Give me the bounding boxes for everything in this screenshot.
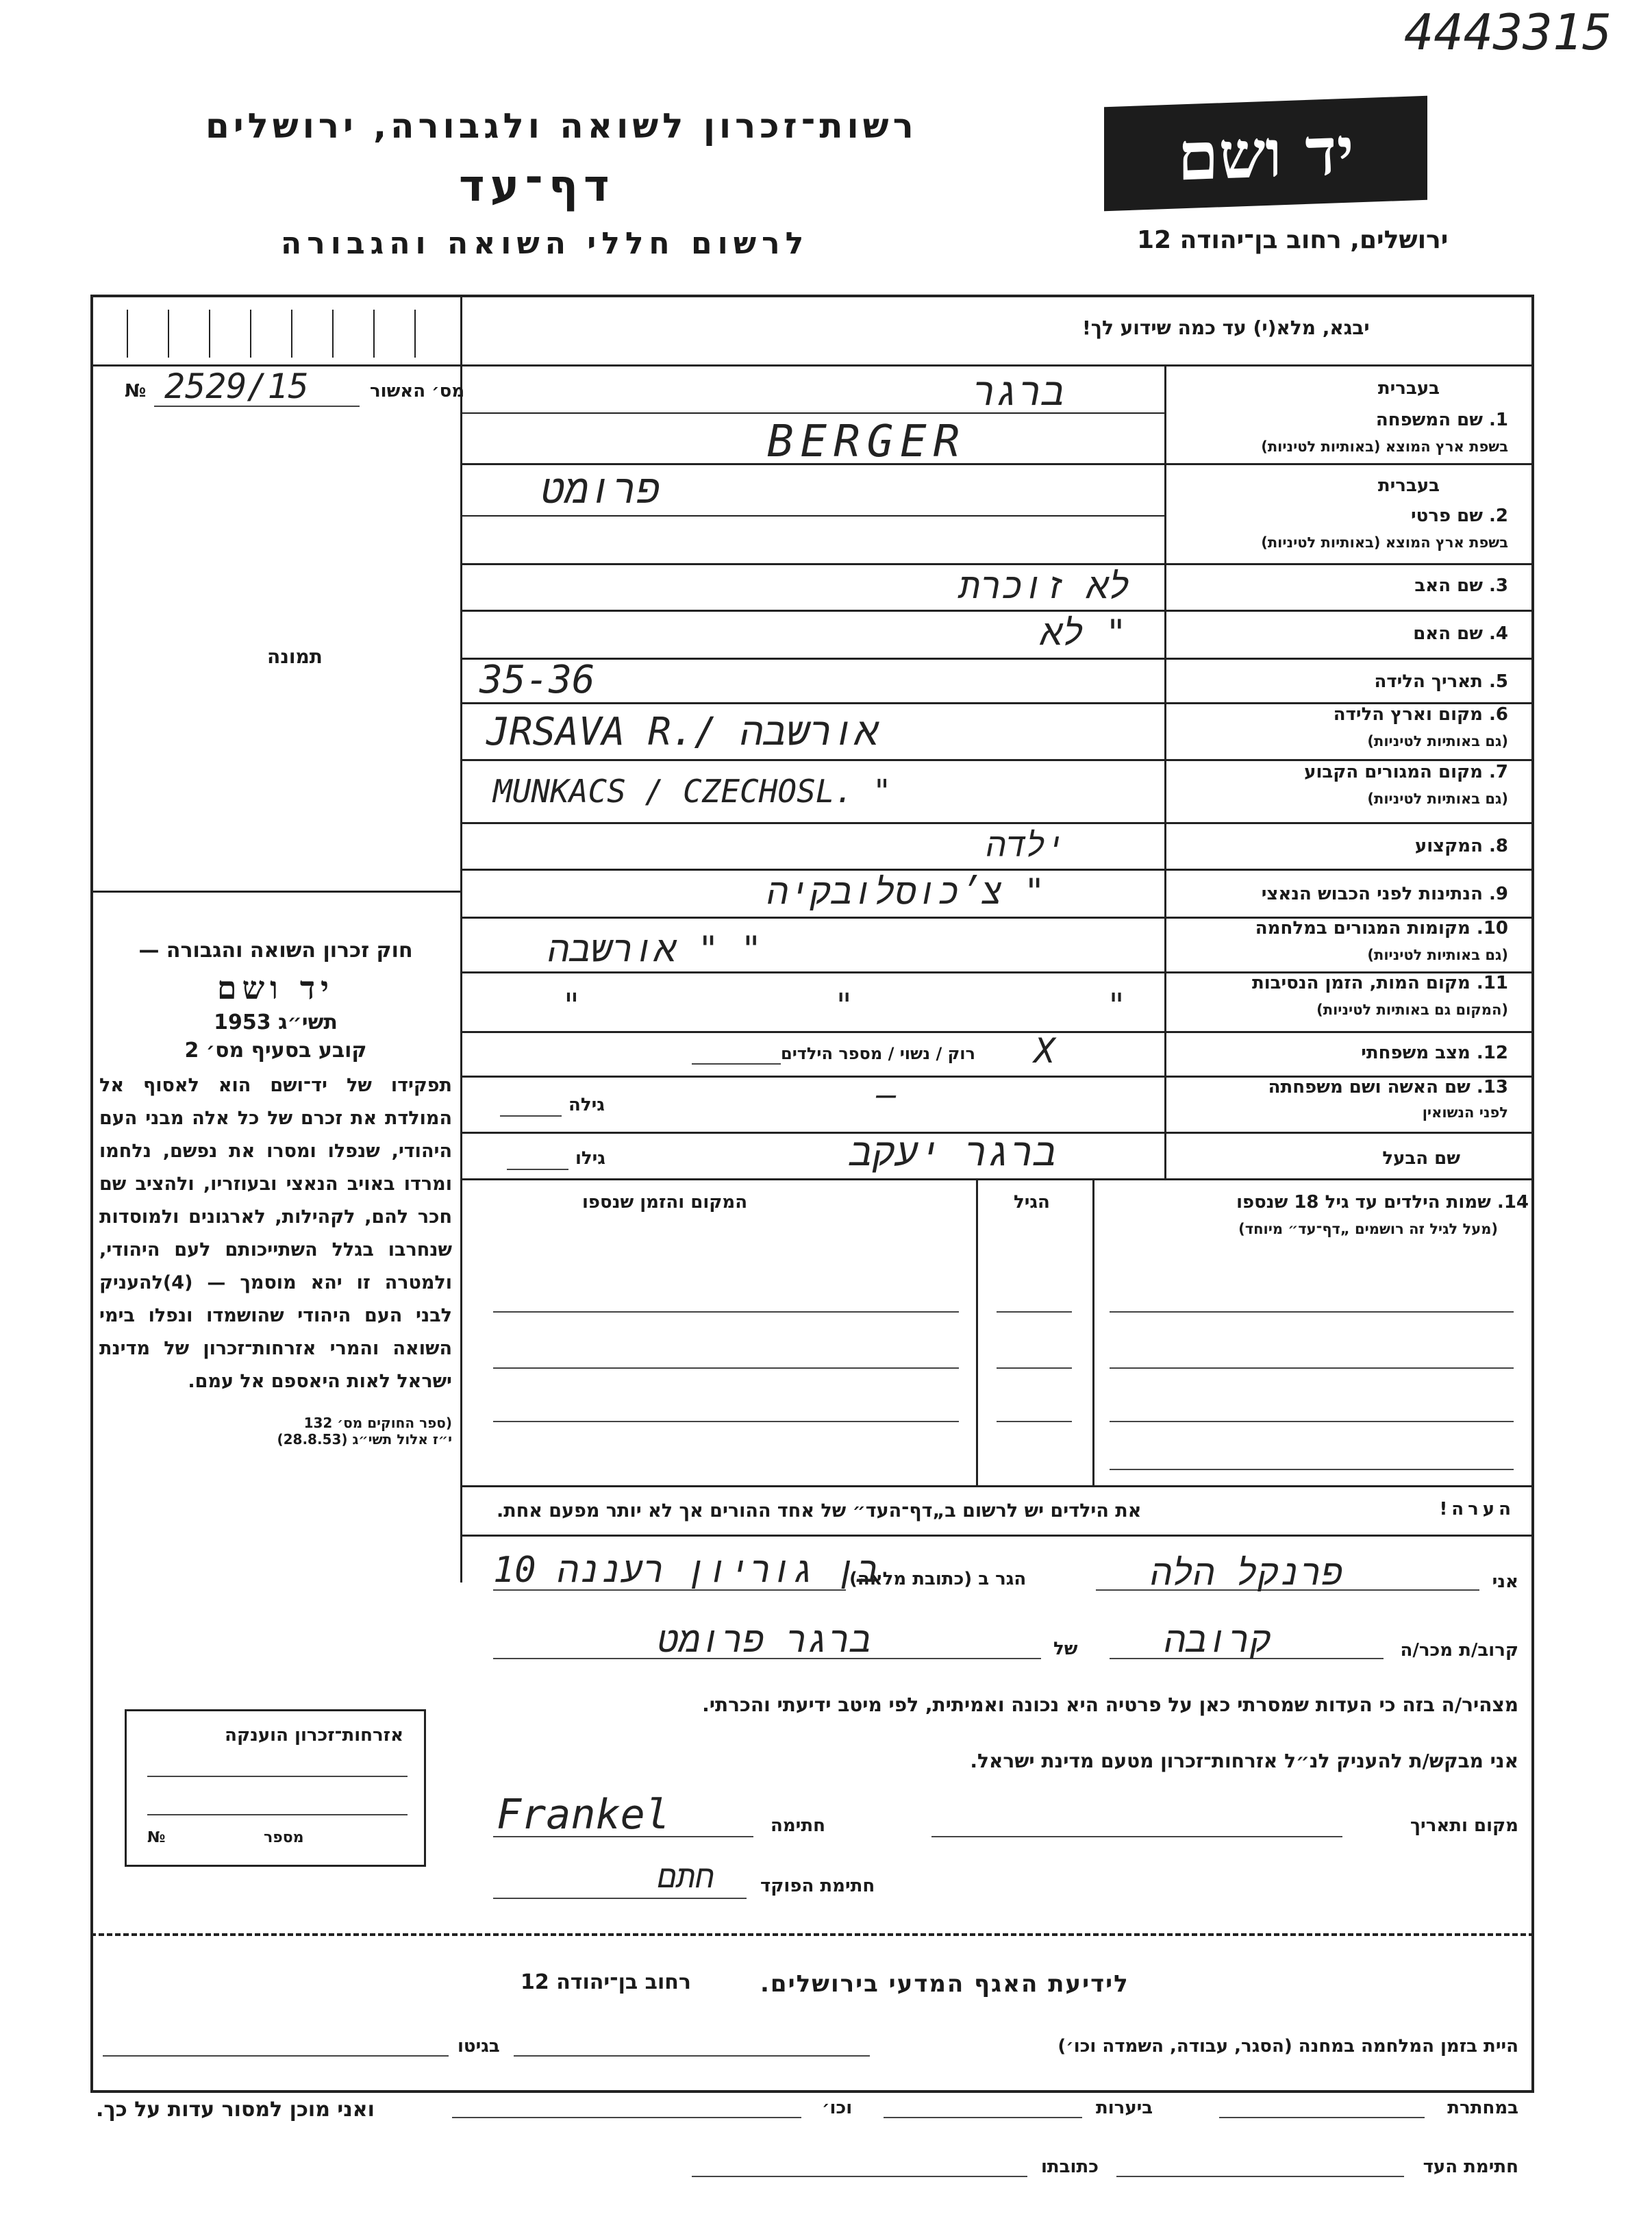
wife-name-label: 13. שם האשה ושם משפחתה bbox=[1268, 1077, 1508, 1097]
note-top-line bbox=[460, 1485, 1534, 1487]
profession-value[interactable]: ילדה bbox=[986, 826, 1066, 865]
footer-forests-label: ביערות bbox=[1096, 2098, 1153, 2118]
logo-text: יד ושם bbox=[1177, 112, 1354, 195]
law-ref-2: י״ז אלול תשי״ג (28.8.53) bbox=[277, 1431, 452, 1448]
declarant-address[interactable]: בן גוריון רעננה 10 bbox=[493, 1550, 879, 1591]
birth-place-label: 6. מקום וארץ הלידה bbox=[1333, 704, 1508, 725]
children-place-header: המקום והזמן שנספו bbox=[582, 1192, 748, 1213]
approval-line bbox=[154, 406, 360, 407]
row-line bbox=[460, 759, 1534, 761]
place-date-label: מקום ותאריך bbox=[1410, 1815, 1518, 1836]
relation-label: קרוב/ת מכר/ה bbox=[1400, 1640, 1518, 1661]
deceased-name[interactable]: ברגר פרומט bbox=[658, 1619, 872, 1661]
residence-label: 7. מקום המגורים הקבוע bbox=[1304, 762, 1508, 782]
family-name-latin[interactable]: BERGER bbox=[767, 417, 967, 467]
declarant-address-label: הגר ב (כתובת מלאה) bbox=[849, 1569, 1027, 1589]
father-name-value[interactable]: לא זוכרת bbox=[959, 566, 1130, 607]
first-name-sub: בשפת ארץ המוצא (באותיות לטיניות) bbox=[1261, 534, 1508, 551]
jerusalem-address: ירושלים, רחוב בן־יהודה 12 bbox=[1137, 226, 1449, 254]
top-note-line bbox=[460, 364, 1534, 367]
father-name-label: 3. שם האב bbox=[1414, 575, 1508, 596]
statement-1: מצהיר/ה בזה כי העדות שמסרתי כאן על פרטיה היא נכונה ואמיתית, לפי מיטב ידיעתי והכרתי. bbox=[702, 1693, 1518, 1716]
note-bottom-line bbox=[460, 1535, 1534, 1537]
place-date-line[interactable] bbox=[931, 1836, 1342, 1837]
wartime-residence-sub: (גם באותיות לטיניות) bbox=[1367, 947, 1508, 963]
row-line bbox=[460, 869, 1534, 871]
marital-status-options: רוק / נשוי / מספר הילדים bbox=[781, 1044, 975, 1063]
row-line bbox=[460, 1031, 1534, 1033]
law-year: תשי״ג 1953 bbox=[214, 1010, 338, 1034]
wartime-residence-value[interactable]: אורשבה " " bbox=[548, 929, 762, 970]
footer-separator bbox=[90, 1933, 1534, 1936]
law-block bbox=[99, 939, 452, 1448]
wife-name-value[interactable]: — bbox=[877, 1076, 897, 1114]
declarant-name[interactable]: פרנקל הלה bbox=[1151, 1552, 1343, 1593]
mother-name-value[interactable]: לא " bbox=[1041, 612, 1127, 654]
wife-age-label: גילה bbox=[568, 1095, 605, 1115]
husband-age-label: גילו bbox=[575, 1148, 605, 1169]
footer-witness-signature-label: חתימת העד bbox=[1423, 2157, 1518, 2177]
form-title: דף־עד bbox=[459, 161, 615, 212]
wife-name-sub: לפני הנשואין bbox=[1422, 1104, 1508, 1121]
row-line bbox=[460, 463, 1534, 465]
first-name-script-label: בעברית bbox=[1377, 475, 1440, 496]
signature-label: חתימה bbox=[771, 1815, 825, 1836]
birth-date-label: 5. תאריך הלידה bbox=[1374, 671, 1508, 692]
husband-age-line bbox=[507, 1169, 568, 1170]
approval-label: מס׳ האשור bbox=[370, 381, 465, 401]
memorial-citizenship-box bbox=[125, 1709, 426, 1867]
citizenship-box-title: אזרחות־זכרון הוענקה bbox=[225, 1725, 403, 1746]
citizenship-value[interactable]: צ׳כוסלובקיה " bbox=[767, 871, 1045, 913]
family-name-hebrew[interactable]: ברגר bbox=[973, 370, 1065, 414]
birth-date-value[interactable]: 35-36 bbox=[479, 658, 595, 702]
official-signature-value[interactable]: חתם bbox=[658, 1858, 714, 1895]
official-signature-label: חתימת הפוקד bbox=[760, 1876, 875, 1896]
husband-name-label: שם הבעל bbox=[1382, 1148, 1460, 1169]
family-name-label: 1. שם המשפחה bbox=[1375, 410, 1508, 430]
footer-ghetto-label: בגיטו bbox=[458, 2036, 500, 2057]
row-line bbox=[460, 563, 1534, 565]
residence-value[interactable]: MUNKACS / CZECHOSL. " bbox=[493, 773, 892, 810]
footer-camp-label: היית בזמן המלחמה במחנה (הסגר, עבודה, השמדה וכו׳) bbox=[1057, 2036, 1518, 2057]
children-header-note: (מעל לגיל זה רושמים „דף־עד״ מיוחד) bbox=[1238, 1221, 1498, 1237]
law-text: תפקידו של יד־ושם הוא לאסוף אל המולדת את זכרם של כל אלה מבני העם היהודי, שנפלו ומסרו את נפשם, נלחמו ומרדו באויב הנאצי ובעוזריו, ולהציב שם חכר להם, לקהילות, לארגונים ולמוסדות שנחרבו בגלל השתייכותם לעם היהודי, ולמטרה זו יהא מוסמך — (4)להעניק לבני העם היהודי שהושמדו ונפלו בימי השואה והמרי אזרחות־זכרון של מדינת ישראל לאות היאספם אל עמם. bbox=[99, 1075, 452, 1392]
birth-place-value[interactable]: JRSAVA R./ אורשבה bbox=[486, 710, 879, 754]
husband-name-value[interactable]: ברגר יעקב bbox=[849, 1130, 1057, 1175]
row-line bbox=[460, 822, 1534, 824]
law-title: חוק זכרון השואה והגבורה — bbox=[138, 939, 413, 963]
citizenship-label: 9. הנתינות לפני הכבוש הנאצי bbox=[1261, 884, 1508, 904]
footer-etc-label: וכו׳ bbox=[822, 2098, 853, 2118]
footer-address-label: כתובתו bbox=[1041, 2157, 1099, 2177]
birth-place-sub: (גם באותיות לטיניות) bbox=[1367, 733, 1508, 749]
row-line bbox=[460, 610, 1534, 612]
children-header: 14. שמות הילדים עד גיל 18 שנספו bbox=[1236, 1192, 1529, 1213]
approval-prefix: № bbox=[125, 381, 147, 401]
footer-title: לידיעת האגף המדעי בירושלים. bbox=[760, 1970, 1129, 1998]
left-column-border bbox=[460, 295, 462, 1583]
wife-age-line bbox=[500, 1115, 562, 1117]
citizenship-box-number-label: מספר bbox=[264, 1829, 304, 1846]
marital-children-line bbox=[692, 1063, 781, 1065]
authority-line: רשות־זכרון לשואה ולגבורה, ירושלים bbox=[205, 106, 918, 146]
mother-name-label: 4. שם האם bbox=[1413, 623, 1508, 644]
wartime-residence-label: 10. מקומות המגורים במלחמה bbox=[1255, 918, 1508, 939]
signature-value[interactable]: Frankel bbox=[497, 1791, 670, 1839]
row-line bbox=[460, 515, 1164, 517]
death-place-value[interactable]: " " " bbox=[562, 986, 1243, 1025]
label-column-divider bbox=[1164, 364, 1166, 1178]
row-line bbox=[460, 1178, 1534, 1180]
footer-testimony-label: ואני מוכן למסור עדות על כך. bbox=[96, 2098, 375, 2122]
footer-underground-label: במחתרת bbox=[1447, 2098, 1518, 2118]
profession-label: 8. המקצוע bbox=[1414, 836, 1508, 856]
form-subtitle: לרשום חללי השואה והגבורה bbox=[281, 226, 810, 261]
of-label: של bbox=[1053, 1639, 1078, 1659]
footer-address: רחוב בן־יהודה 12 bbox=[521, 1970, 691, 1994]
death-place-label: 11. מקום המות, הזמן הנסיבות bbox=[1251, 973, 1508, 993]
statement-2: אני מבקש/ת להעניק לנ״ל אזרחות־זכרון מטעם מדינת ישראל. bbox=[970, 1750, 1518, 1772]
approval-number: 2529/15 bbox=[164, 367, 309, 406]
residence-sub: (גם באותיות לטיניות) bbox=[1367, 791, 1508, 807]
photo-label: תמונה bbox=[267, 645, 323, 668]
death-place-sub: (המקום גם באותיות לטיניות) bbox=[1316, 1002, 1508, 1018]
top-instruction: יבגא, מלא(י) עד כמה שידוע לך! bbox=[1082, 317, 1370, 339]
first-name-label: 2. שם פרטי bbox=[1411, 506, 1508, 526]
children-age-header: הגיל bbox=[1014, 1192, 1050, 1213]
archive-number: 4443315 bbox=[1404, 3, 1612, 61]
note-label: הערה! bbox=[1439, 1499, 1515, 1519]
photo-bottom-line bbox=[90, 891, 460, 893]
law-name: יד ושם bbox=[216, 969, 335, 1006]
citizenship-box-number-prefix: № bbox=[147, 1829, 166, 1846]
family-name-script-label: בעברית bbox=[1377, 378, 1440, 399]
marital-status-value[interactable]: X bbox=[1034, 1031, 1055, 1071]
yad-vashem-logo bbox=[1104, 96, 1427, 211]
law-ref-1: (ספר החוקים מס׳ 132 bbox=[303, 1415, 452, 1431]
family-name-sub: בשפת ארץ המוצא (באותיות לטיניות) bbox=[1261, 438, 1508, 455]
law-section: קובע בסעיף מס׳ 2 bbox=[184, 1039, 367, 1063]
note-text: את הילדים יש לרשום ב„דף־העד״ של אחד ההורים אך לא יותר מפעם אחת. bbox=[497, 1500, 1142, 1522]
declarant-label: אני bbox=[1492, 1572, 1518, 1592]
relation-value[interactable]: קרובה bbox=[1164, 1619, 1272, 1661]
first-name-hebrew[interactable]: פרומט bbox=[541, 466, 661, 512]
row-line bbox=[460, 658, 1534, 660]
marital-status-label: 12. מצב משפחתי bbox=[1361, 1043, 1508, 1063]
